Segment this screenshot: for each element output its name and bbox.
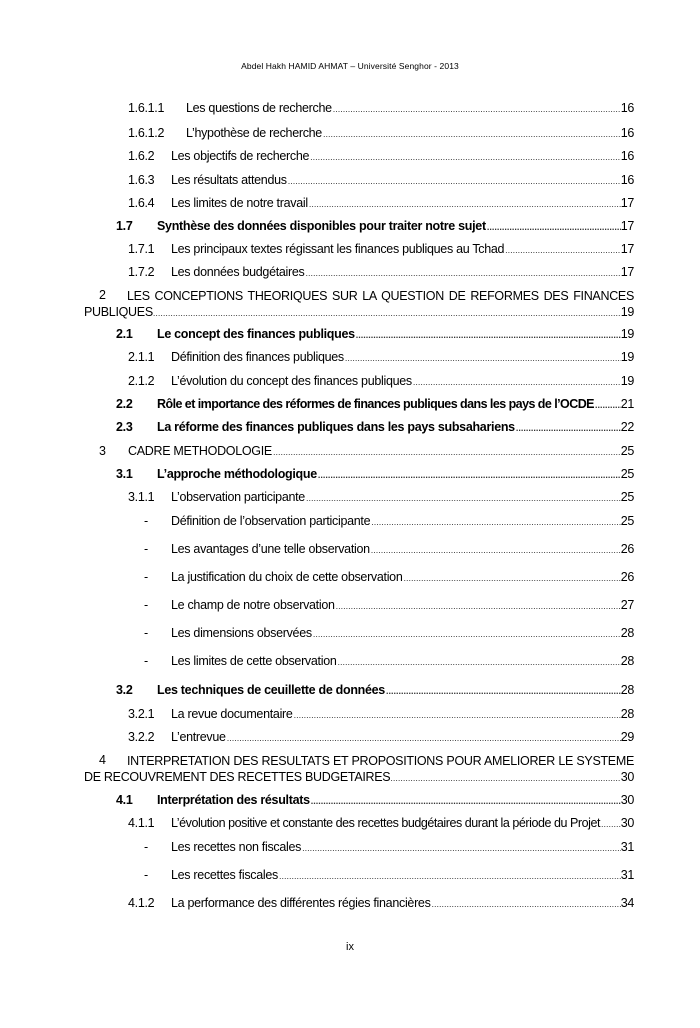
- toc-leader-dots: [338, 654, 621, 668]
- toc-entry-page: 30: [620, 770, 634, 784]
- toc-entry-title: Définition de l’observation participante: [171, 514, 371, 528]
- toc-entry[interactable]: [0, 896, 700, 914]
- toc-entry-page: 19: [620, 374, 634, 388]
- toc-entry-title: Les résultats attendus: [171, 173, 287, 187]
- toc-entry-number: 4.1.2: [128, 896, 155, 910]
- toc-entry[interactable]: [0, 149, 700, 167]
- toc-entry-chapter[interactable]: [84, 753, 634, 786]
- toc-entry-title: La justification du choix de cette observation: [171, 570, 403, 584]
- toc-leader-dots: [333, 101, 621, 115]
- toc-entry-page: 28: [620, 683, 634, 697]
- toc-entry-page: 16: [620, 101, 634, 115]
- toc-entry-number: 1.6.2: [128, 149, 155, 163]
- toc-entry-title: L’évolution du concept des finances publiques: [171, 374, 412, 388]
- toc-leader-dots: [390, 769, 620, 786]
- toc-entry[interactable]: [0, 126, 700, 144]
- page-number: ix: [346, 941, 354, 953]
- toc-entry-bullet[interactable]: [0, 570, 700, 588]
- toc-entry-number: 3.1: [116, 467, 133, 481]
- bullet-dash-icon: -: [144, 514, 148, 528]
- toc-entry-number: 1.6.4: [128, 196, 155, 210]
- toc-entry-page: 25: [620, 444, 634, 458]
- toc-entry-title: Le champ de notre observation: [171, 598, 335, 612]
- toc-entry-chapter[interactable]: [84, 288, 634, 321]
- toc-entry-bullet[interactable]: [0, 514, 700, 532]
- toc-entry-number: 3.1.1: [128, 490, 155, 504]
- toc-entry-title: Les questions de recherche: [186, 101, 332, 115]
- toc-entry-page: 26: [620, 542, 634, 556]
- toc-entry-number: 3.2.1: [128, 707, 155, 721]
- toc-leader-dots: [413, 374, 621, 388]
- toc-entry-title: L’évolution positive et constante des recettes budgétaires durant la période du Projet: [171, 816, 600, 830]
- toc-entry-number: 1.7: [116, 219, 133, 233]
- toc-entry-number: 2.1.1: [128, 350, 155, 364]
- toc-entry-title: Rôle et importance des réformes de finances publiques dans les pays de l’OCDE: [157, 397, 594, 411]
- toc-entry[interactable]: [0, 730, 700, 748]
- toc-entry-title: CADRE METHODOLOGIE: [128, 444, 272, 458]
- toc-entry-bullet[interactable]: [0, 626, 700, 644]
- toc-entry-title: Les avantages d’une telle observation: [171, 542, 370, 556]
- bullet-dash-icon: -: [144, 542, 148, 556]
- toc-entry-page: 29: [620, 730, 634, 744]
- toc-leader-dots: [371, 542, 621, 556]
- toc-entry-page: 28: [620, 654, 634, 668]
- toc-entry-page: 22: [620, 420, 634, 434]
- toc-entry-title-line2: DE RECOUVREMENT DES RECETTES BUDGETAIRES: [84, 770, 391, 784]
- toc-entry-number: 4: [99, 753, 106, 767]
- toc-entry-number: 3.2: [116, 683, 133, 697]
- bullet-dash-icon: -: [144, 840, 148, 854]
- toc-entry-bullet[interactable]: [0, 654, 700, 672]
- toc-entry-title-line1: INTERPRETATION DES RESULTATS ET PROPOSITIONS POUR AMELIORER LE SYSTEME: [127, 754, 634, 768]
- toc-entry-title: Le concept des finances publiques: [157, 327, 355, 341]
- bullet-dash-icon: -: [144, 626, 148, 640]
- toc-entry-page: 31: [620, 840, 634, 854]
- toc-entry-page: 25: [620, 467, 634, 481]
- toc-entry[interactable]: [0, 707, 700, 725]
- toc-leader-dots: [505, 242, 621, 256]
- toc-leader-dots: [306, 265, 621, 279]
- toc-entry-number: 3.2.2: [128, 730, 155, 744]
- toc-entry-title-line2: PUBLIQUES: [84, 305, 153, 319]
- toc-leader-dots: [336, 598, 621, 612]
- toc-leader-dots: [279, 868, 621, 882]
- toc-entry-title: Les limites de cette observation: [171, 654, 337, 668]
- toc-entry-number: 2: [99, 288, 106, 302]
- toc-entry[interactable]: [0, 196, 700, 214]
- toc-leader-dots: [487, 219, 621, 233]
- toc-entry-title: Interprétation des résultats: [157, 793, 310, 807]
- toc-entry[interactable]: [0, 242, 700, 260]
- toc-entry[interactable]: [0, 816, 700, 834]
- toc-entry-number: 1.7.2: [128, 265, 155, 279]
- toc-leader-dots: [311, 793, 621, 807]
- toc-entry-title: L’observation participante: [171, 490, 305, 504]
- toc-entry-page: 19: [620, 327, 634, 341]
- toc-leader-dots: [313, 626, 621, 640]
- bullet-dash-icon: -: [144, 598, 148, 612]
- toc-entry-title: L’hypothèse de recherche: [186, 126, 322, 140]
- page-header: Abdel Hakh HAMID AHMAT – Université Senghor - 2013: [241, 61, 459, 71]
- toc-entry-bullet[interactable]: [0, 598, 700, 616]
- toc-entry[interactable]: [0, 374, 700, 392]
- toc-entry-title: Les données budgétaires: [171, 265, 305, 279]
- toc-entry-page: 28: [620, 707, 634, 721]
- toc-entry-section[interactable]: [0, 467, 700, 485]
- toc-leader-dots: [310, 149, 621, 163]
- bullet-dash-icon: -: [144, 654, 148, 668]
- toc-entry[interactable]: [0, 173, 700, 191]
- toc-entry-number: 2.2: [116, 397, 133, 411]
- toc-leader-dots: [595, 397, 621, 411]
- toc-entry-page: 19: [620, 305, 634, 319]
- toc-leader-dots: [153, 304, 621, 321]
- toc-leader-dots: [516, 420, 621, 434]
- toc-leader-dots: [309, 196, 621, 210]
- toc-entry-page: 16: [620, 149, 634, 163]
- toc-entry-page: 25: [620, 490, 634, 504]
- toc-leader-dots: [294, 707, 621, 721]
- toc-leader-dots: [273, 444, 621, 458]
- toc-entry-number: 2.3: [116, 420, 133, 434]
- toc-entry-title: Les objectifs de recherche: [171, 149, 310, 163]
- toc-entry-title: Les principaux textes régissant les finances publiques au Tchad: [171, 242, 505, 256]
- toc-entry-section[interactable]: [0, 327, 700, 345]
- toc-entry[interactable]: [0, 101, 700, 119]
- toc-entry-page: 17: [620, 242, 634, 256]
- toc-entry-page: 17: [620, 219, 634, 233]
- toc-entry-title: La revue documentaire: [171, 707, 293, 721]
- toc-leader-dots: [227, 730, 621, 744]
- toc-leader-dots: [302, 840, 621, 854]
- toc-entry-page: 30: [620, 793, 634, 807]
- toc-entry[interactable]: [0, 350, 700, 368]
- toc-entry-page: 25: [620, 514, 634, 528]
- toc-entry-page: 17: [620, 265, 634, 279]
- toc-entry-section[interactable]: [0, 397, 700, 415]
- toc-entry-title: L’entrevue: [171, 730, 226, 744]
- toc-entry-title: Les recettes non fiscales: [171, 840, 302, 854]
- toc-leader-dots: [345, 350, 621, 364]
- toc-leader-dots: [306, 490, 621, 504]
- toc-entry-number: 1.7.1: [128, 242, 155, 256]
- toc-entry-number: 1.6.3: [128, 173, 155, 187]
- toc-leader-dots: [601, 816, 621, 830]
- toc-entry-bullet[interactable]: [0, 542, 700, 560]
- toc-entry-number: 1.6.1.2: [128, 126, 165, 140]
- toc-entry-title: Les limites de notre travail: [171, 196, 308, 210]
- toc-entry-number: 1.6.1.1: [128, 101, 165, 115]
- toc-leader-dots: [371, 514, 620, 528]
- toc-entry-page: 27: [620, 598, 634, 612]
- bullet-dash-icon: -: [144, 570, 148, 584]
- toc-leader-dots: [432, 896, 621, 910]
- toc-entry-page: 16: [620, 126, 634, 140]
- toc-entry-page: 16: [620, 173, 634, 187]
- toc-entry-title: Les dimensions observées: [171, 626, 312, 640]
- toc-entry-page: 21: [620, 397, 634, 411]
- toc-leader-dots: [318, 467, 621, 481]
- toc-entry-title-line1: LES CONCEPTIONS THEORIQUES SUR LA QUESTION DE REFORMES DES FINANCES: [127, 289, 634, 303]
- toc-entry-title: La performance des différentes régies financières: [171, 896, 431, 910]
- toc-entry-page: 34: [620, 896, 634, 910]
- toc-entry-page: 19: [620, 350, 634, 364]
- toc-leader-dots: [288, 173, 621, 187]
- toc-entry-page: 17: [620, 196, 634, 210]
- toc-entry[interactable]: [0, 265, 700, 283]
- toc-leader-dots: [386, 683, 621, 697]
- toc-entry-title: Les recettes fiscales: [171, 868, 278, 882]
- toc-entry-title: Synthèse des données disponibles pour traiter notre sujet: [157, 219, 486, 233]
- toc-entry-page: 30: [620, 816, 634, 830]
- toc-entry-number: 3: [99, 444, 106, 458]
- toc-entry-title: L’approche méthodologique: [157, 467, 317, 481]
- toc-entry-number: 2.1: [116, 327, 133, 341]
- toc-entry-section[interactable]: [0, 683, 700, 701]
- toc-entry-title: Définition des finances publiques: [171, 350, 344, 364]
- toc-entry-bullet[interactable]: [0, 840, 700, 858]
- toc-entry-chapter[interactable]: [0, 444, 700, 462]
- toc-entry-title: Les techniques de ceuillette de données: [157, 683, 385, 697]
- toc-leader-dots: [323, 126, 621, 140]
- bullet-dash-icon: -: [144, 868, 148, 882]
- toc-leader-dots: [404, 570, 621, 584]
- toc-entry-bullet[interactable]: [0, 868, 700, 886]
- toc-entry-number: 4.1.1: [128, 816, 155, 830]
- toc-entry-section[interactable]: [0, 219, 700, 237]
- toc-entry-page: 26: [620, 570, 634, 584]
- toc-entry-page: 31: [620, 868, 634, 882]
- toc-entry[interactable]: [0, 490, 700, 508]
- toc-entry-section[interactable]: [0, 793, 700, 811]
- toc-entry-section[interactable]: [0, 420, 700, 438]
- toc-entry-title: La réforme des finances publiques dans les pays subsahariens: [157, 420, 515, 434]
- toc-leader-dots: [356, 327, 621, 341]
- toc-entry-number: 4.1: [116, 793, 133, 807]
- toc-entry-page: 28: [620, 626, 634, 640]
- toc-entry-number: 2.1.2: [128, 374, 155, 388]
